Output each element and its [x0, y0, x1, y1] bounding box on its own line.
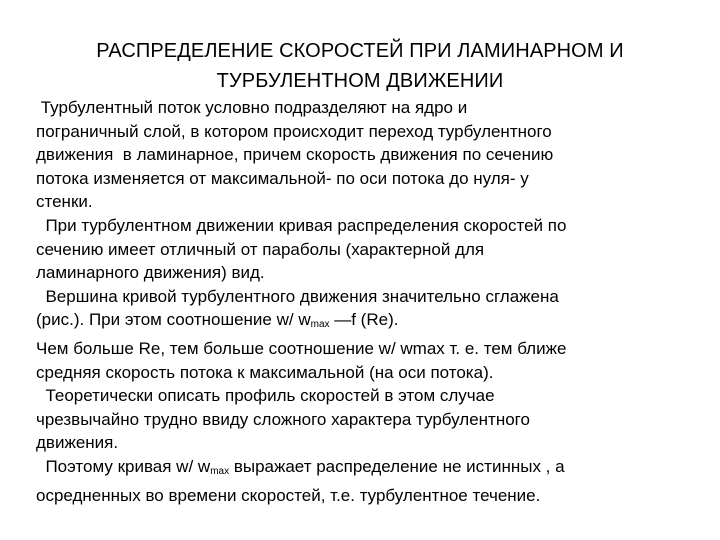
- body-line: стенки.: [36, 192, 93, 212]
- body-line: движения в ламинарное, причем скорость движения по сечению: [36, 145, 554, 165]
- body-line: пограничный слой, в котором происходит переход турбулентного: [36, 121, 552, 141]
- body-text-part: —f (Re).: [329, 310, 399, 330]
- title-line-2: ТУРБУЛЕНТНОМ ДВИЖЕНИИ: [216, 70, 504, 92]
- body-line: движения.: [36, 433, 119, 453]
- body-line: сечению имеет отличный от параболы (характерной для: [36, 239, 485, 259]
- body-line: Вершина кривой турбулентного движения значительно сглажена: [36, 286, 559, 306]
- body-line: ламинарного движения) вид.: [36, 263, 265, 283]
- body-text-part: Поэтому кривая w/ w: [36, 456, 211, 476]
- body-line: Чем больше Re, тем больше соотношение w/ wmax т. е. тем ближе: [36, 338, 567, 358]
- body-line: осредненных во времени скоростей, т.е. турбулентное течение.: [36, 485, 541, 505]
- body-text: [36, 96, 688, 507]
- slide-title: [60, 36, 660, 96]
- body-line: Турбулентный поток условно подразделяют на ядро и: [36, 98, 468, 117]
- subscript-max: max: [310, 319, 330, 331]
- body-text-part: (рис.). При этом соотношение w/ w: [36, 310, 311, 330]
- body-line: потока изменяется от максимальной- по оси потока до нуля- у: [36, 168, 529, 188]
- body-line: чрезвычайно трудно ввиду сложного характера турбулентного: [36, 409, 530, 429]
- body-line: При турбулентном движении кривая распределения скоростей по: [36, 215, 567, 235]
- title-line-1: РАСПРЕДЕЛЕНИЕ СКОРОСТЕЙ ПРИ ЛАМИНАРНОМ И: [96, 40, 624, 62]
- body-line-ratio: [36, 308, 688, 337]
- body-text-part: выражает распределение не истинных , а: [229, 456, 565, 476]
- body-line-curve: [36, 455, 688, 484]
- subscript-max: max: [210, 465, 230, 477]
- body-line: средняя скорость потока к максимальной (на оси потока).: [36, 362, 494, 382]
- body-line: Теоретически описать профиль скоростей в этом случае: [36, 386, 495, 406]
